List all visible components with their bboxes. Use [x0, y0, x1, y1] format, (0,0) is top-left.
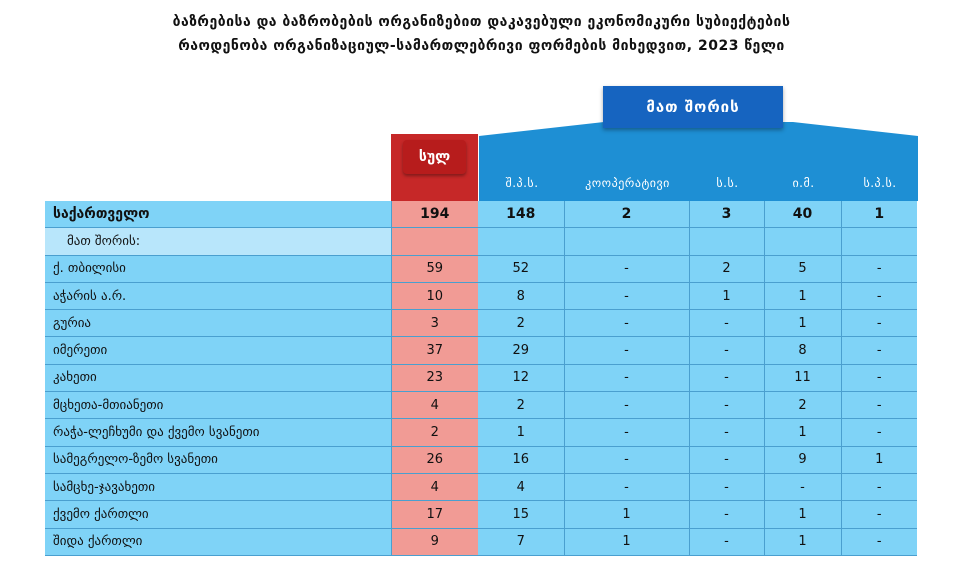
cell-cooperative: -	[564, 392, 689, 419]
cell-cooperative: -	[564, 364, 689, 391]
cell-ie: 11	[764, 364, 841, 391]
cell-jsc: -	[689, 501, 764, 528]
cell-lp: 1	[841, 446, 917, 473]
cell-total: 26	[391, 446, 478, 473]
cell-cooperative: -	[564, 282, 689, 309]
cell-cooperative: -	[564, 337, 689, 364]
col-header-cooperative: კოოპერატივი	[585, 176, 670, 190]
cell-jsc: -	[689, 310, 764, 337]
cell-jsc: -	[689, 392, 764, 419]
row-name: კახეთი	[45, 364, 391, 391]
cell-jsc: -	[689, 446, 764, 473]
cell-total: 59	[391, 255, 478, 282]
cell-lp: -	[841, 337, 917, 364]
row-name: შიდა ქართლი	[45, 528, 391, 555]
cell-cooperative: -	[564, 419, 689, 446]
cell-ie: 8	[764, 337, 841, 364]
row-name: საქართველო	[45, 201, 391, 228]
cell-cooperative: -	[564, 473, 689, 500]
cell-llc: 7	[478, 528, 564, 555]
row-name: სამცხე-ჯავახეთი	[45, 473, 391, 500]
cell-lp: 1	[841, 201, 917, 228]
cell-llc: 15	[478, 501, 564, 528]
cell-lp: -	[841, 528, 917, 555]
cell-jsc: 1	[689, 282, 764, 309]
table-body	[45, 201, 917, 555]
row-name: იმერეთი	[45, 337, 391, 364]
row-name: ქ. თბილისი	[45, 255, 391, 282]
cell-llc: 16	[478, 446, 564, 473]
cell-llc: 1	[478, 419, 564, 446]
row-name: მცხეთა-მთიანეთი	[45, 392, 391, 419]
table-row	[45, 310, 917, 337]
cell-cooperative: 2	[564, 201, 689, 228]
cell-lp: -	[841, 310, 917, 337]
cell-jsc	[689, 228, 764, 255]
cell-ie: 1	[764, 419, 841, 446]
table-row	[45, 473, 917, 500]
col-header-lp: ს.პ.ს.	[863, 176, 897, 190]
cell-ie: 5	[764, 255, 841, 282]
cell-ie: 1	[764, 501, 841, 528]
table-title	[0, 10, 963, 58]
cell-total: 4	[391, 392, 478, 419]
cell-total: 9	[391, 528, 478, 555]
data-table	[45, 201, 917, 556]
table-row	[45, 255, 917, 282]
cell-cooperative: -	[564, 255, 689, 282]
cell-lp: -	[841, 255, 917, 282]
table-row-among-them	[45, 228, 917, 255]
cell-llc: 29	[478, 337, 564, 364]
cell-total: 3	[391, 310, 478, 337]
cell-cooperative: 1	[564, 501, 689, 528]
cell-cooperative	[564, 228, 689, 255]
table-row	[45, 501, 917, 528]
title-line-2: რაოდენობა ორგანიზაციულ-სამართლებრივი ფორმების მიხედვით, 2023 წელი	[178, 38, 785, 54]
cell-jsc: -	[689, 419, 764, 446]
cell-total: 2	[391, 419, 478, 446]
cell-llc: 2	[478, 310, 564, 337]
cell-jsc: -	[689, 473, 764, 500]
cell-total: 17	[391, 501, 478, 528]
table-row	[45, 337, 917, 364]
table-row	[45, 419, 917, 446]
cell-ie	[764, 228, 841, 255]
cell-jsc: -	[689, 364, 764, 391]
cell-lp: -	[841, 473, 917, 500]
table-row-georgia	[45, 201, 917, 228]
cell-cooperative: 1	[564, 528, 689, 555]
cell-ie: -	[764, 473, 841, 500]
row-name: გურია	[45, 310, 391, 337]
table-row	[45, 528, 917, 555]
cell-total	[391, 228, 478, 255]
col-header-jsc: ს.ს.	[716, 176, 739, 190]
cell-llc	[478, 228, 564, 255]
row-name: სამეგრელო-ზემო სვანეთი	[45, 446, 391, 473]
cell-lp: -	[841, 282, 917, 309]
row-name: მათ შორის:	[45, 228, 391, 255]
table-row	[45, 392, 917, 419]
cell-ie: 40	[764, 201, 841, 228]
cell-llc: 4	[478, 473, 564, 500]
cell-ie: 1	[764, 282, 841, 309]
total-header-label: სულ	[403, 140, 466, 174]
table-row	[45, 364, 917, 391]
table-row	[45, 446, 917, 473]
title-line-1: ბაზრებისა და ბაზრობების ორგანიზებით დაკავებული ეკონომიკური სუბიექტების	[172, 14, 791, 30]
cell-lp: -	[841, 501, 917, 528]
cell-jsc: 3	[689, 201, 764, 228]
col-header-ie: ი.მ.	[792, 176, 815, 190]
cell-llc: 8	[478, 282, 564, 309]
cell-llc: 2	[478, 392, 564, 419]
cell-lp	[841, 228, 917, 255]
cell-total: 23	[391, 364, 478, 391]
cell-ie: 2	[764, 392, 841, 419]
among-them-header-label: მათ შორის	[603, 86, 783, 128]
cell-ie: 1	[764, 310, 841, 337]
row-name: ქვემო ქართლი	[45, 501, 391, 528]
cell-jsc: -	[689, 337, 764, 364]
cell-ie: 9	[764, 446, 841, 473]
cell-jsc: 2	[689, 255, 764, 282]
row-name: რაჭა-ლეჩხუმი და ქვემო სვანეთი	[45, 419, 391, 446]
cell-total: 4	[391, 473, 478, 500]
col-header-llc: შ.პ.ს.	[505, 176, 539, 190]
cell-jsc: -	[689, 528, 764, 555]
cell-total: 194	[391, 201, 478, 228]
cell-cooperative: -	[564, 310, 689, 337]
cell-total: 10	[391, 282, 478, 309]
cell-llc: 12	[478, 364, 564, 391]
cell-lp: -	[841, 392, 917, 419]
cell-ie: 1	[764, 528, 841, 555]
cell-cooperative: -	[564, 446, 689, 473]
table-row	[45, 282, 917, 309]
cell-llc: 52	[478, 255, 564, 282]
cell-total: 37	[391, 337, 478, 364]
cell-lp: -	[841, 364, 917, 391]
row-name: აჭარის ა.რ.	[45, 282, 391, 309]
cell-lp: -	[841, 419, 917, 446]
cell-llc: 148	[478, 201, 564, 228]
